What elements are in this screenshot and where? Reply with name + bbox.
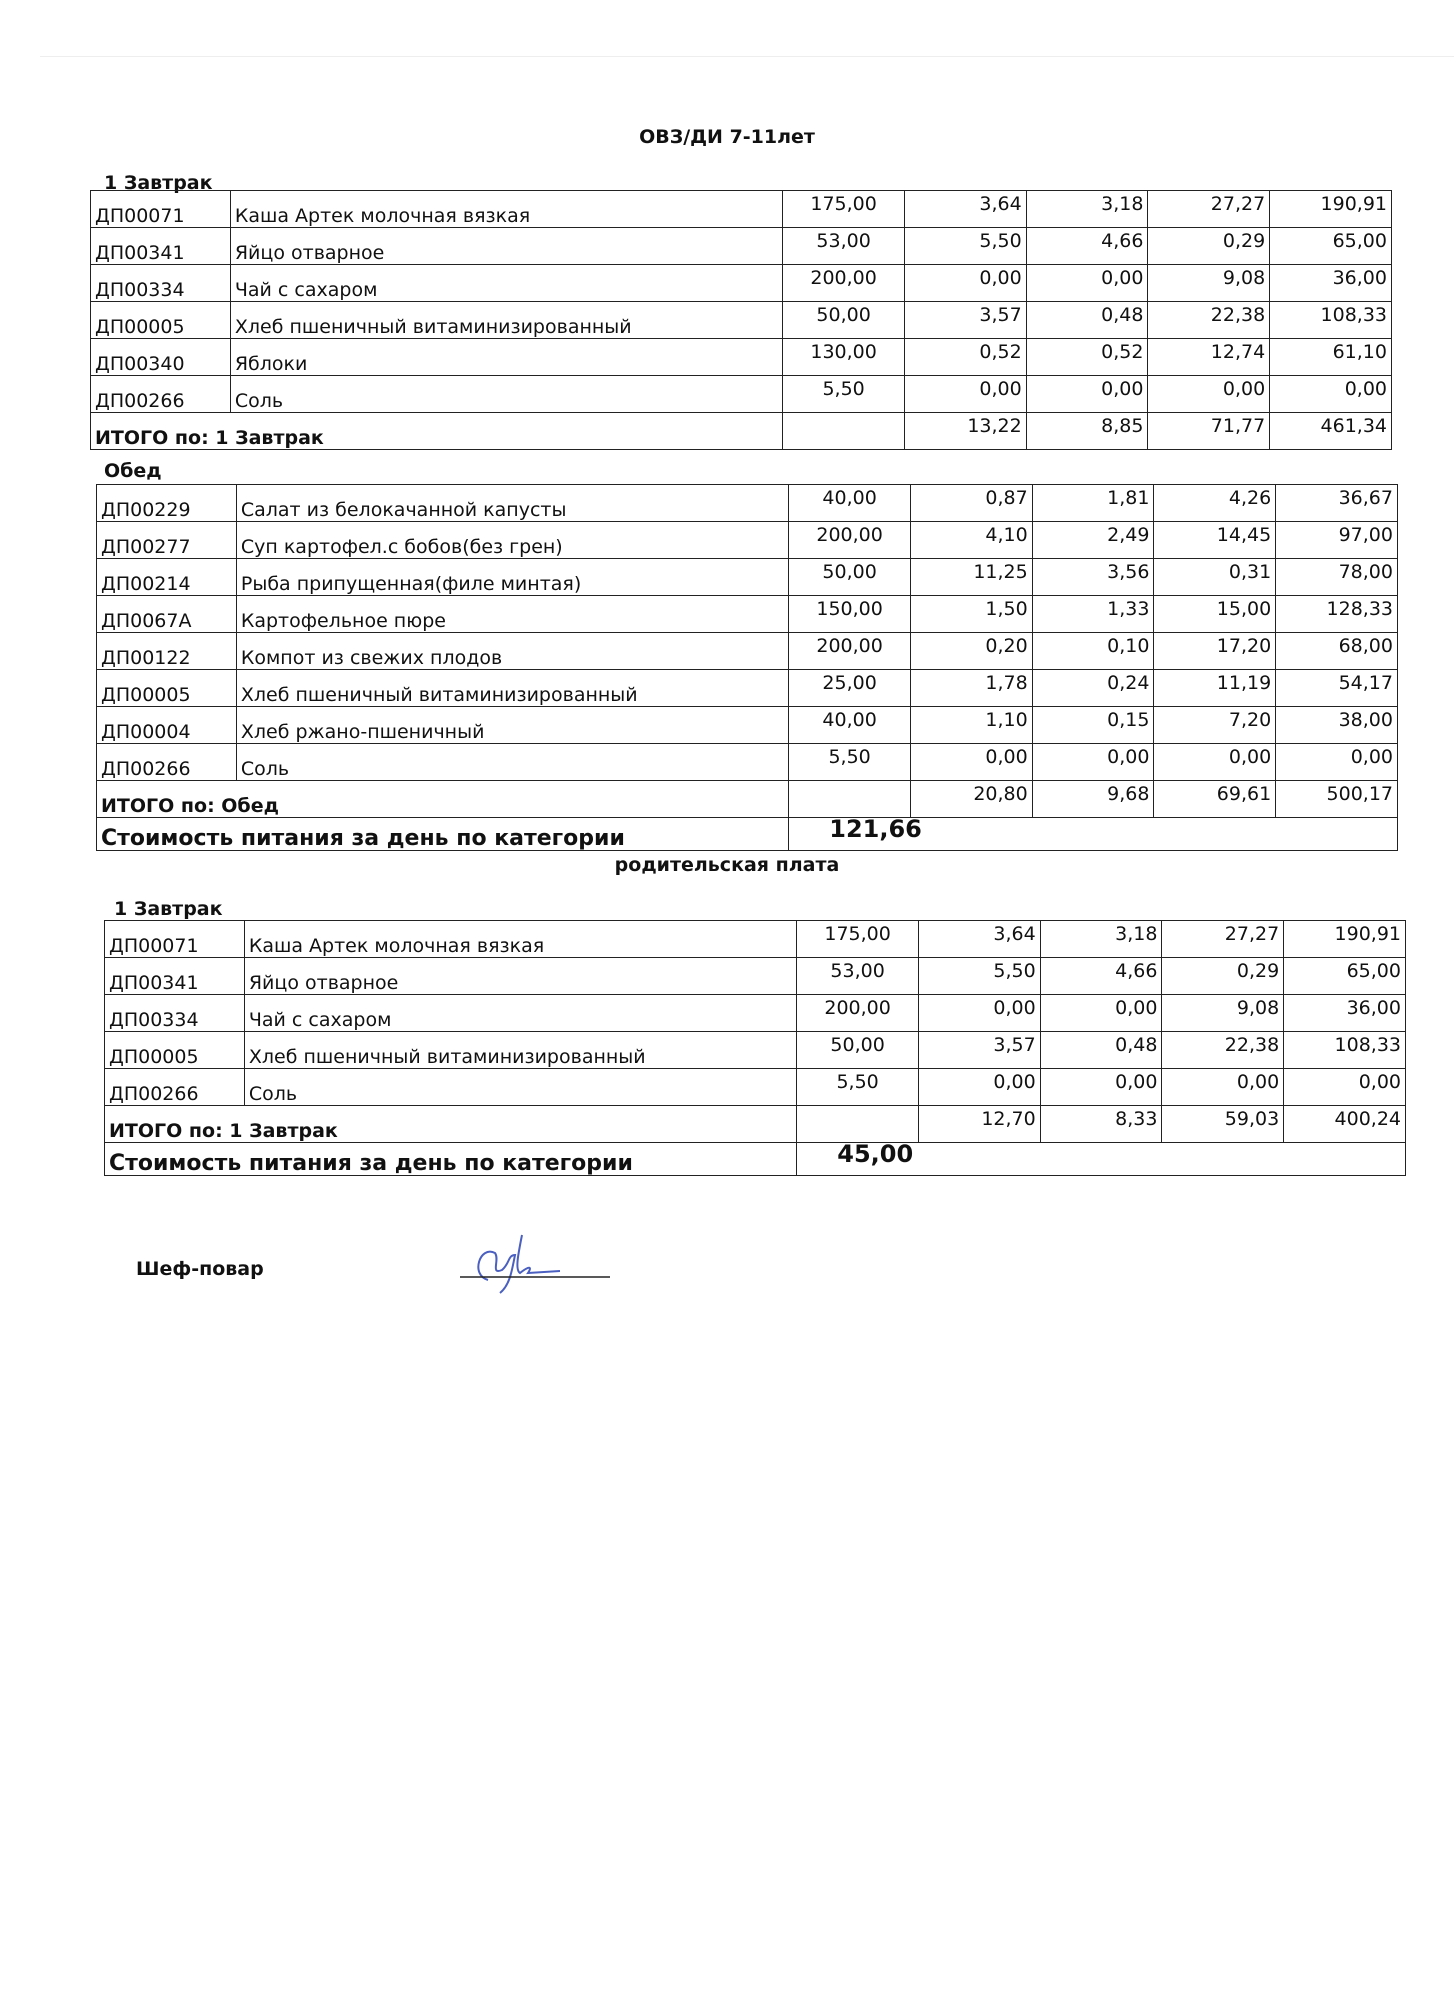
page-edge <box>40 56 1454 57</box>
portion-weight-cell: 200,00 <box>789 633 911 670</box>
carbohydrates-cell: 27,27 <box>1148 191 1270 228</box>
calories-cell: 36,00 <box>1284 995 1406 1032</box>
carbohydrates-cell: 0,00 <box>1162 1069 1284 1106</box>
item-name-cell: Суп картофел.с бобов(без грен) <box>236 522 788 559</box>
total-value-cell: 461,34 <box>1270 413 1392 450</box>
fats-cell: 0,15 <box>1032 707 1154 744</box>
item-name-cell: Соль <box>230 376 782 413</box>
calories-cell: 128,33 <box>1276 596 1398 633</box>
carbohydrates-cell: 0,29 <box>1162 958 1284 995</box>
total-value-cell: 69,61 <box>1154 781 1276 818</box>
carbohydrates-cell: 4,26 <box>1154 485 1276 522</box>
carbohydrates-cell: 27,27 <box>1162 921 1284 958</box>
proteins-cell: 1,10 <box>910 707 1032 744</box>
calories-cell: 190,91 <box>1284 921 1406 958</box>
total-row <box>105 1106 1406 1143</box>
item-name-cell: Хлеб пшеничный витаминизированный <box>230 302 782 339</box>
item-name-cell: Хлеб пшеничный витаминизированный <box>244 1032 796 1069</box>
daily-cost-label: Стоимость питания за день по категории <box>97 818 789 851</box>
item-code-cell: ДП00341 <box>105 958 245 995</box>
proteins-cell: 3,57 <box>904 302 1026 339</box>
total-value-cell: 9,68 <box>1032 781 1154 818</box>
total-value-cell: 59,03 <box>1162 1106 1284 1143</box>
proteins-cell: 3,64 <box>918 921 1040 958</box>
item-name-cell: Каша Артек молочная вязкая <box>230 191 782 228</box>
proteins-cell: 3,64 <box>904 191 1026 228</box>
calories-cell: 61,10 <box>1270 339 1392 376</box>
table-row <box>91 228 1392 265</box>
fats-cell: 3,18 <box>1040 921 1162 958</box>
proteins-cell: 0,00 <box>910 744 1032 781</box>
total-value-cell: 500,17 <box>1276 781 1398 818</box>
proteins-cell: 0,00 <box>904 265 1026 302</box>
total-empty-cell <box>797 1106 919 1143</box>
proteins-cell: 5,50 <box>904 228 1026 265</box>
item-name-cell: Чай с сахаром <box>244 995 796 1032</box>
portion-weight-cell: 40,00 <box>789 707 911 744</box>
table-row <box>97 596 1398 633</box>
proteins-cell: 0,00 <box>918 995 1040 1032</box>
table-row <box>97 670 1398 707</box>
table-row <box>97 522 1398 559</box>
table-row <box>91 302 1392 339</box>
fats-cell: 4,66 <box>1040 958 1162 995</box>
item-code-cell: ДП00005 <box>105 1032 245 1069</box>
fats-cell: 0,10 <box>1032 633 1154 670</box>
table-row <box>105 1032 1406 1069</box>
fats-cell: 0,00 <box>1026 376 1148 413</box>
item-name-cell: Яйцо отварное <box>230 228 782 265</box>
fats-cell: 3,56 <box>1032 559 1154 596</box>
portion-weight-cell: 50,00 <box>789 559 911 596</box>
item-code-cell: ДП00340 <box>91 339 231 376</box>
lunch-table <box>96 484 1398 851</box>
total-row <box>97 781 1398 818</box>
table-row <box>105 995 1406 1032</box>
daily-cost-value: 121,66 <box>789 818 1398 851</box>
item-name-cell: Соль <box>236 744 788 781</box>
fats-cell: 0,24 <box>1032 670 1154 707</box>
proteins-cell: 0,87 <box>910 485 1032 522</box>
calories-cell: 65,00 <box>1284 958 1406 995</box>
portion-weight-cell: 5,50 <box>789 744 911 781</box>
paid-breakfast-table <box>104 920 1406 1176</box>
carbohydrates-cell: 12,74 <box>1148 339 1270 376</box>
proteins-cell: 0,00 <box>904 376 1026 413</box>
table-row <box>105 921 1406 958</box>
proteins-cell: 11,25 <box>910 559 1032 596</box>
total-row <box>91 413 1392 450</box>
portion-weight-cell: 130,00 <box>783 339 905 376</box>
fats-cell: 0,00 <box>1026 265 1148 302</box>
parent-fee-subtitle: родительская плата <box>614 854 840 876</box>
table-row <box>91 339 1392 376</box>
fats-cell: 3,18 <box>1026 191 1148 228</box>
item-code-cell: ДП00334 <box>91 265 231 302</box>
total-value-cell: 8,33 <box>1040 1106 1162 1143</box>
item-code-cell: ДП00071 <box>105 921 245 958</box>
section-label-lunch: Обед <box>104 460 162 482</box>
calories-cell: 78,00 <box>1276 559 1398 596</box>
table-row <box>91 376 1392 413</box>
calories-cell: 54,17 <box>1276 670 1398 707</box>
calories-cell: 108,33 <box>1284 1032 1406 1069</box>
daily-cost-label: Стоимость питания за день по категории <box>105 1143 797 1176</box>
item-name-cell: Хлеб пшеничный витаминизированный <box>236 670 788 707</box>
table-row <box>105 1069 1406 1106</box>
item-code-cell: ДП00214 <box>97 559 237 596</box>
total-empty-cell <box>789 781 911 818</box>
portion-weight-cell: 200,00 <box>797 995 919 1032</box>
table-row <box>97 707 1398 744</box>
portion-weight-cell: 25,00 <box>789 670 911 707</box>
total-value-cell: 400,24 <box>1284 1106 1406 1143</box>
calories-cell: 38,00 <box>1276 707 1398 744</box>
portion-weight-cell: 150,00 <box>789 596 911 633</box>
portion-weight-cell: 40,00 <box>789 485 911 522</box>
table-row <box>97 744 1398 781</box>
item-code-cell: ДП00277 <box>97 522 237 559</box>
item-code-cell: ДП00122 <box>97 633 237 670</box>
total-label: ИТОГО по: Обед <box>97 781 789 818</box>
proteins-cell: 4,10 <box>910 522 1032 559</box>
item-code-cell: ДП00229 <box>97 485 237 522</box>
total-value-cell: 71,77 <box>1148 413 1270 450</box>
daily-cost-row <box>97 818 1398 851</box>
carbohydrates-cell: 0,29 <box>1148 228 1270 265</box>
item-name-cell: Салат из белокачанной капусты <box>236 485 788 522</box>
total-value-cell: 13,22 <box>904 413 1026 450</box>
fats-cell: 1,33 <box>1032 596 1154 633</box>
carbohydrates-cell: 15,00 <box>1154 596 1276 633</box>
proteins-cell: 0,00 <box>918 1069 1040 1106</box>
fats-cell: 4,66 <box>1026 228 1148 265</box>
portion-weight-cell: 200,00 <box>789 522 911 559</box>
carbohydrates-cell: 0,31 <box>1154 559 1276 596</box>
fats-cell: 1,81 <box>1032 485 1154 522</box>
total-label: ИТОГО по: 1 Завтрак <box>91 413 783 450</box>
calories-cell: 0,00 <box>1276 744 1398 781</box>
item-code-cell: ДП00334 <box>105 995 245 1032</box>
item-code-cell: ДП00005 <box>91 302 231 339</box>
proteins-cell: 1,50 <box>910 596 1032 633</box>
fats-cell: 0,52 <box>1026 339 1148 376</box>
item-name-cell: Хлеб ржано-пшеничный <box>236 707 788 744</box>
document-title: ОВЗ/ДИ 7-11лет <box>639 126 815 148</box>
carbohydrates-cell: 9,08 <box>1148 265 1270 302</box>
item-code-cell: ДП00266 <box>91 376 231 413</box>
proteins-cell: 5,50 <box>918 958 1040 995</box>
item-code-cell: ДП00005 <box>97 670 237 707</box>
portion-weight-cell: 50,00 <box>797 1032 919 1069</box>
daily-cost-value: 45,00 <box>797 1143 1406 1176</box>
breakfast-table <box>90 190 1392 450</box>
calories-cell: 97,00 <box>1276 522 1398 559</box>
carbohydrates-cell: 0,00 <box>1154 744 1276 781</box>
fats-cell: 2,49 <box>1032 522 1154 559</box>
carbohydrates-cell: 22,38 <box>1148 302 1270 339</box>
total-empty-cell <box>783 413 905 450</box>
fats-cell: 0,00 <box>1032 744 1154 781</box>
chef-label: Шеф-повар <box>136 1258 264 1280</box>
table-row <box>91 191 1392 228</box>
item-name-cell: Яйцо отварное <box>244 958 796 995</box>
item-name-cell: Компот из свежих плодов <box>236 633 788 670</box>
item-name-cell: Соль <box>244 1069 796 1106</box>
portion-weight-cell: 53,00 <box>797 958 919 995</box>
total-value-cell: 8,85 <box>1026 413 1148 450</box>
section-label-paid-breakfast: 1 Завтрак <box>114 898 223 920</box>
calories-cell: 36,00 <box>1270 265 1392 302</box>
carbohydrates-cell: 0,00 <box>1148 376 1270 413</box>
fats-cell: 0,00 <box>1040 995 1162 1032</box>
carbohydrates-cell: 17,20 <box>1154 633 1276 670</box>
carbohydrates-cell: 22,38 <box>1162 1032 1284 1069</box>
table-row <box>97 633 1398 670</box>
portion-weight-cell: 5,50 <box>783 376 905 413</box>
fats-cell: 0,48 <box>1040 1032 1162 1069</box>
carbohydrates-cell: 14,45 <box>1154 522 1276 559</box>
daily-cost-row <box>105 1143 1406 1176</box>
item-code-cell: ДП00266 <box>105 1069 245 1106</box>
calories-cell: 0,00 <box>1270 376 1392 413</box>
proteins-cell: 0,52 <box>904 339 1026 376</box>
total-value-cell: 20,80 <box>910 781 1032 818</box>
proteins-cell: 3,57 <box>918 1032 1040 1069</box>
fats-cell: 0,00 <box>1040 1069 1162 1106</box>
item-code-cell: ДП00266 <box>97 744 237 781</box>
calories-cell: 190,91 <box>1270 191 1392 228</box>
total-value-cell: 12,70 <box>918 1106 1040 1143</box>
calories-cell: 108,33 <box>1270 302 1392 339</box>
portion-weight-cell: 5,50 <box>797 1069 919 1106</box>
proteins-cell: 1,78 <box>910 670 1032 707</box>
calories-cell: 65,00 <box>1270 228 1392 265</box>
calories-cell: 68,00 <box>1276 633 1398 670</box>
proteins-cell: 0,20 <box>910 633 1032 670</box>
item-name-cell: Яблоки <box>230 339 782 376</box>
portion-weight-cell: 200,00 <box>783 265 905 302</box>
item-name-cell: Каша Артек молочная вязкая <box>244 921 796 958</box>
item-code-cell: ДП0067А <box>97 596 237 633</box>
table-row <box>105 958 1406 995</box>
carbohydrates-cell: 11,19 <box>1154 670 1276 707</box>
table-row <box>97 559 1398 596</box>
portion-weight-cell: 175,00 <box>783 191 905 228</box>
chef-signature <box>460 1225 620 1295</box>
item-name-cell: Картофельное пюре <box>236 596 788 633</box>
calories-cell: 36,67 <box>1276 485 1398 522</box>
item-code-cell: ДП00341 <box>91 228 231 265</box>
item-code-cell: ДП00071 <box>91 191 231 228</box>
item-code-cell: ДП00004 <box>97 707 237 744</box>
total-label: ИТОГО по: 1 Завтрак <box>105 1106 797 1143</box>
section-label-breakfast: 1 Завтрак <box>104 172 213 194</box>
carbohydrates-cell: 9,08 <box>1162 995 1284 1032</box>
calories-cell: 0,00 <box>1284 1069 1406 1106</box>
table-row <box>91 265 1392 302</box>
item-name-cell: Чай с сахаром <box>230 265 782 302</box>
portion-weight-cell: 175,00 <box>797 921 919 958</box>
carbohydrates-cell: 7,20 <box>1154 707 1276 744</box>
portion-weight-cell: 53,00 <box>783 228 905 265</box>
table-row <box>97 485 1398 522</box>
fats-cell: 0,48 <box>1026 302 1148 339</box>
item-name-cell: Рыба припущенная(филе минтая) <box>236 559 788 596</box>
portion-weight-cell: 50,00 <box>783 302 905 339</box>
